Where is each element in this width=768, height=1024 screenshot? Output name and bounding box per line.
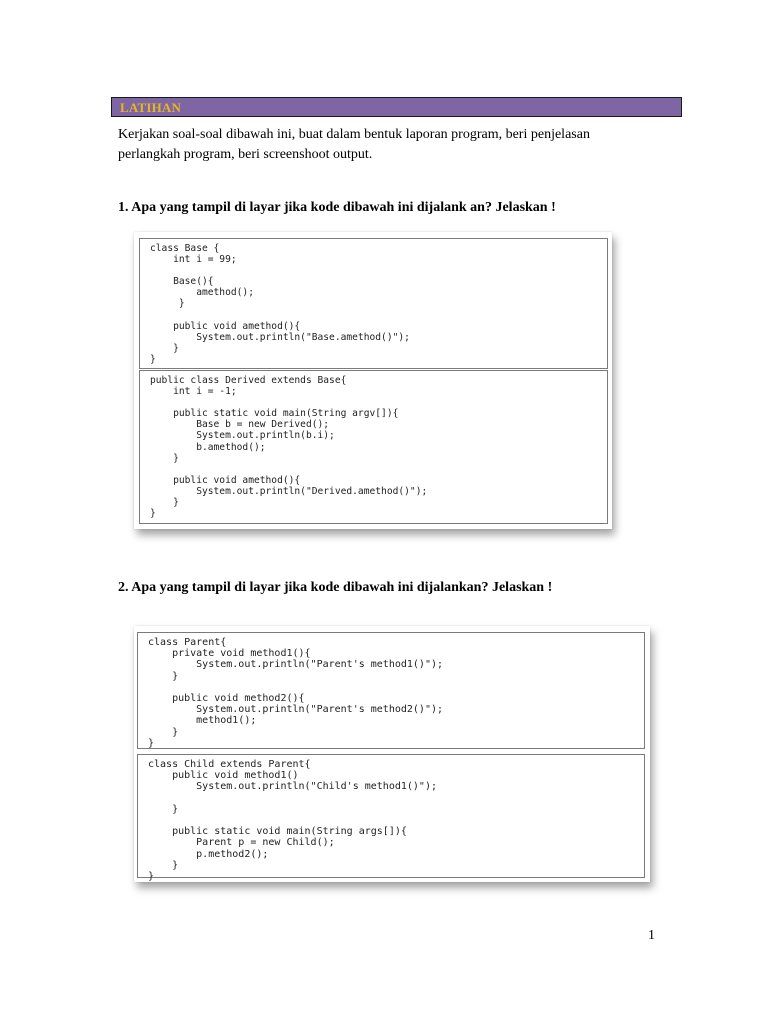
intro-paragraph bbox=[118, 125, 658, 165]
code-block-base: class Base { int i = 99; Base(){ amethod(); } public void amethod(){ System.out.println("Base.amethod()"); } } bbox=[150, 243, 410, 365]
page-number: 1 bbox=[648, 928, 655, 943]
code-panel-derived bbox=[139, 370, 608, 524]
section-banner bbox=[111, 97, 682, 117]
intro-line-2: perlangkah program, beri screenshoot output. bbox=[118, 147, 373, 162]
banner-title: LATIHAN bbox=[120, 100, 182, 115]
question-1: 1. Apa yang tampil di layar jika kode dibawah ini dijalank an? Jelaskan ! bbox=[118, 200, 556, 215]
code-screenshot-1 bbox=[134, 232, 612, 529]
code-block-derived: public class Derived extends Base{ int i = -1; public static void main(String argv[]){ Base b = new Derived(); System.out.println(b.i); b.amethod(); } public void amethod(){ System.out.println("Derived.amethod()"); } } bbox=[150, 375, 428, 520]
code-screenshot-2 bbox=[134, 626, 650, 882]
code-block-parent: class Parent{ private void method1(){ System.out.println("Parent's method1()"); } public void method2(){ System.out.println("Parent's method2()"); method1(); } } bbox=[148, 637, 444, 749]
code-block-child: class Child extends Parent{ public void method1() System.out.println("Child's method1()"); } public static void main(String args[]){ Parent p = new Child(); p.method2(); } } bbox=[148, 759, 437, 883]
question-2: 2. Apa yang tampil di layar jika kode dibawah ini dijalankan? Jelaskan ! bbox=[118, 580, 553, 595]
code-panel-base bbox=[139, 238, 608, 369]
code-panel-child bbox=[137, 754, 645, 883]
intro-line-1: Kerjakan soal-soal dibawah ini, buat dalam bentuk laporan program, beri penjelasan bbox=[118, 127, 590, 142]
code-panel-parent bbox=[137, 632, 645, 749]
